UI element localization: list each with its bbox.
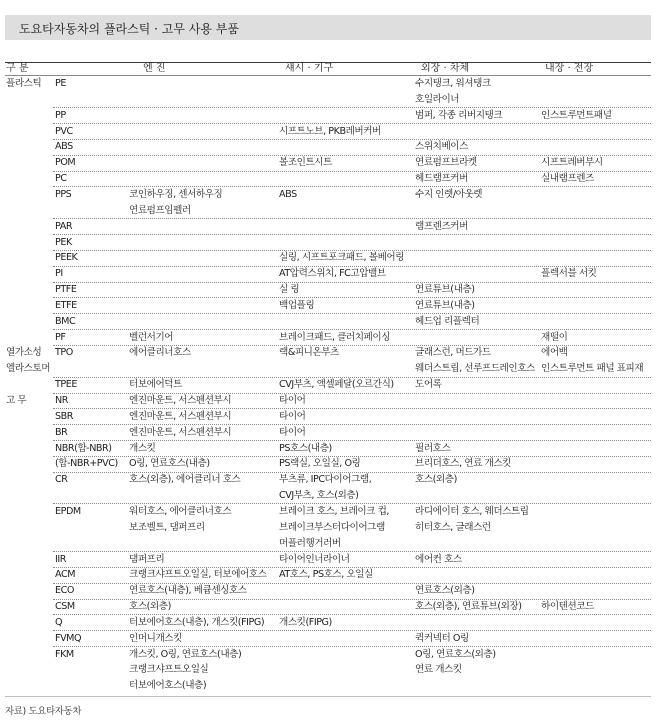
- chassis-cell: 브레이크패드, 클러치페이싱: [279, 331, 391, 343]
- row-divider: [53, 234, 651, 235]
- material-cell: PTFE: [55, 284, 77, 296]
- header-chassis: 섀시 · 기구: [285, 63, 334, 74]
- material-cell: PC: [55, 173, 67, 185]
- chassis-cell: 랙&피니온부츠: [279, 347, 339, 359]
- engine-cell: 연료호스(내층), 베큠센싱호스: [129, 585, 247, 597]
- engine-cell: 코인하우징, 센서하우징: [129, 188, 223, 200]
- chassis-cell: 타이어: [279, 410, 306, 422]
- chassis-cell: 브레이크부스터다이어그램: [279, 521, 385, 533]
- exterior-cell: O링, 연료호스(외층): [415, 648, 496, 660]
- engine-cell: 보조벨트, 댐퍼프리: [129, 521, 205, 533]
- material-cell: EPDM: [55, 505, 81, 517]
- chassis-cell: 부츠류, IPC다이어그램,: [279, 474, 372, 486]
- engine-cell: 에어클리너호스: [129, 347, 191, 359]
- material-cell: PPS: [55, 188, 72, 200]
- engine-cell: 엔진마운트, 서스펜션부시: [129, 426, 232, 438]
- material-cell: PF: [55, 331, 66, 343]
- material-cell: PEK: [55, 236, 72, 248]
- engine-cell: 터보에어호스(내층), 개스킷(FIPG): [129, 616, 265, 628]
- interior-cell: 실내램프렌즈: [541, 173, 594, 185]
- engine-cell: 개스킷, O링, 연료호스(내층): [129, 648, 242, 660]
- engine-cell: 연료펌프임펠러: [129, 204, 191, 216]
- chassis-cell: 머플러행거러버: [279, 537, 341, 549]
- exterior-cell: 라디에이터 호스, 웨더스트립: [415, 505, 529, 517]
- exterior-cell: 범퍼, 각종 리버지탱크: [415, 109, 503, 121]
- chassis-cell: 실 링: [279, 284, 300, 296]
- material-cell: Q: [55, 616, 63, 628]
- exterior-cell: 헤드램프커버: [415, 173, 468, 185]
- engine-cell: 인머니개스킷: [129, 632, 182, 644]
- material-cell: BR: [55, 426, 68, 438]
- chassis-cell: AT호스, PS호스, 오일실: [279, 569, 373, 581]
- exterior-cell: 글래스런, 머드가드: [415, 347, 491, 359]
- chassis-cell: ABS: [279, 188, 297, 200]
- engine-cell: 크랭크샤프트오일실: [129, 664, 209, 676]
- interior-cell: 인스트루먼트 패널 표피재: [541, 363, 644, 375]
- material-cell: CR: [55, 474, 68, 486]
- engine-cell: 엔진마운트, 서스펜션부시: [129, 410, 232, 422]
- material-cell: POM: [55, 157, 76, 169]
- row-divider: [53, 139, 651, 140]
- chassis-cell: PS랙실, 오일실, O링: [279, 458, 361, 470]
- interior-cell: 플렉서블 서킷: [541, 268, 597, 280]
- page-title: 도요타자동차의 플라스틱 · 고무 사용 부품: [19, 22, 239, 36]
- material-cell: ECO: [55, 585, 74, 597]
- row-divider: [53, 218, 651, 219]
- material-cell: PEEK: [55, 252, 78, 264]
- exterior-cell: 연료 개스킷: [415, 664, 462, 676]
- chassis-cell: 타이어: [279, 395, 306, 406]
- material-cell: (합-NBR+PVC): [55, 458, 118, 470]
- material-cell: IIR: [55, 553, 66, 565]
- header-interior: 내장 · 전장: [545, 63, 594, 74]
- header-exterior: 외장 · 차체: [421, 63, 470, 74]
- exterior-cell: 브리더호스, 연료 개스킷: [415, 458, 511, 470]
- exterior-cell: 램프렌즈커버: [415, 220, 468, 232]
- material-cell: PE: [55, 78, 66, 89]
- material-cell: ABS: [55, 141, 73, 153]
- category-cell: 열가소성: [6, 347, 42, 359]
- header-engine: 엔 진: [143, 63, 166, 74]
- row-divider: [53, 297, 651, 298]
- engine-cell: 호스(외층): [129, 601, 171, 613]
- chassis-cell: 백업플링: [279, 299, 315, 311]
- interior-cell: 시프트레버부시: [541, 157, 603, 169]
- exterior-cell: 호스(외층): [415, 474, 457, 486]
- engine-cell: 엔진마운트, 서스펜션부시: [129, 395, 232, 406]
- category-cell: 플라스틱: [6, 78, 42, 89]
- material-cell: FVMQ: [55, 632, 82, 644]
- chassis-cell: 개스킷(FIPG): [279, 616, 332, 628]
- source-note: 자료) 도요타자동차: [5, 706, 82, 717]
- chassis-cell: 타이어인너라이너: [279, 553, 350, 565]
- material-cell: ACM: [55, 569, 76, 581]
- engine-cell: 호스(외층), 에어클리너 호스: [129, 474, 241, 486]
- chassis-cell: 타이어: [279, 426, 306, 438]
- chassis-cell: CVJ부츠, 액셀페달(오르간식): [279, 379, 394, 391]
- engine-cell: 터보에어덕트: [129, 379, 182, 391]
- material-cell: BMC: [55, 315, 76, 327]
- header-bottom-rule: [5, 75, 651, 76]
- engine-cell: 댐퍼프리: [129, 553, 165, 565]
- exterior-cell: 연료호스(외층): [415, 585, 475, 597]
- material-cell: TPEE: [55, 379, 77, 391]
- exterior-cell: 히터호스, 글래스런: [415, 521, 491, 533]
- engine-cell: 터보에어호스(내층): [129, 680, 207, 692]
- chassis-cell: CVJ부츠, 호스(외층): [279, 490, 359, 502]
- chassis-cell: PS호스(내층): [279, 442, 332, 454]
- engine-cell: 벨런서기어: [129, 331, 174, 343]
- chassis-cell: 볼조인트시트: [279, 157, 332, 169]
- material-cell: NBR(합-NBR): [55, 442, 112, 454]
- exterior-cell: 수지 인렛/아웃렛: [415, 188, 483, 200]
- chassis-cell: 시프트노브, PKB레버커버: [279, 125, 381, 137]
- exterior-cell: 호스(외층), 연료튜브(외장): [415, 601, 522, 613]
- engine-cell: 개스킷: [129, 442, 156, 454]
- row-divider: [53, 313, 651, 314]
- title-bar: [5, 15, 651, 40]
- table-bottom-rule: [5, 696, 651, 697]
- exterior-cell: 연료펌프브라켓: [415, 157, 477, 169]
- interior-cell: 하이텐션코드: [541, 601, 594, 613]
- material-cell: SBR: [55, 410, 73, 422]
- chassis-cell: 실링, 시프트포크패드, 볼베어링: [279, 252, 405, 264]
- category-cell: 고 무: [6, 395, 27, 406]
- chassis-cell: 브레이크 호스, 브레이크 컵,: [279, 505, 389, 517]
- header-category: 구 분: [6, 63, 29, 74]
- exterior-cell: 도어록: [415, 379, 442, 391]
- exterior-cell: 호일라이너: [415, 93, 460, 105]
- interior-cell: 에어백: [541, 347, 568, 359]
- exterior-cell: 필러호스: [415, 442, 451, 454]
- exterior-cell: 연료튜브(내층): [415, 284, 475, 296]
- category-cell: 엘라스토머: [6, 363, 51, 375]
- exterior-cell: 에어컨 호스: [415, 553, 462, 565]
- material-cell: PP: [55, 109, 66, 121]
- chassis-cell: AT압력스위치, FC고압밸브: [279, 268, 386, 280]
- exterior-cell: 헤드업 리플렉터: [415, 315, 480, 327]
- material-cell: TPO: [55, 347, 73, 359]
- material-cell: ETFE: [55, 299, 77, 311]
- exterior-cell: 수지탱크, 워셔탱크: [415, 78, 491, 89]
- row-divider: [53, 282, 651, 283]
- engine-cell: O링, 연료호스(내층): [129, 458, 210, 470]
- material-cell: PVC: [55, 125, 73, 137]
- material-cell: CSM: [55, 601, 75, 613]
- material-cell: NR: [55, 395, 68, 406]
- material-cell: PAR: [55, 220, 73, 232]
- engine-cell: 크랭크샤프트오일실, 터보에어호스: [129, 569, 267, 581]
- material-cell: FKM: [55, 648, 74, 660]
- material-cell: PI: [55, 268, 63, 280]
- interior-cell: 재떨이: [541, 331, 568, 343]
- engine-cell: 워터호스, 에어클리너호스: [129, 505, 232, 517]
- exterior-cell: 웨더스트립, 선루프드레인호스: [415, 363, 535, 375]
- exterior-cell: 스위치베이스: [415, 141, 468, 153]
- interior-cell: 인스트루먼트패널: [541, 109, 612, 121]
- exterior-cell: 퀵커넥터 O링: [415, 632, 469, 644]
- exterior-cell: 연료튜브(내층): [415, 299, 475, 311]
